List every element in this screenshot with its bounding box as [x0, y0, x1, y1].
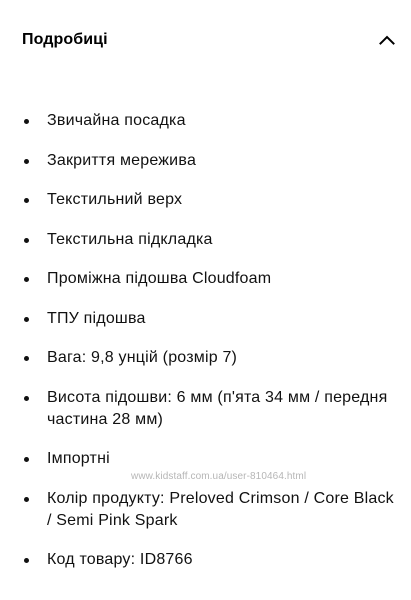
list-item-text: Проміжна підошва Cloudfoam	[47, 270, 272, 287]
list-item	[0, 387, 411, 431]
list-item	[0, 189, 411, 211]
list-item	[0, 448, 411, 470]
bullet-icon	[24, 558, 29, 563]
list-item-text: Текстильний верх	[47, 191, 183, 208]
list-item	[0, 150, 411, 172]
accordion-title: Подробиці	[22, 31, 108, 48]
bullet-icon	[24, 119, 29, 124]
bullet-icon	[24, 238, 29, 243]
bullet-icon	[24, 356, 29, 361]
list-item-text: Імпортні	[47, 450, 110, 467]
list-item	[0, 229, 411, 251]
bullet-icon	[24, 457, 29, 462]
list-item-text: Текстильна підкладка	[47, 230, 213, 248]
details-accordion-header[interactable]	[0, 0, 411, 80]
list-item-text: Висота підошви: 6 мм (п'ята 34 мм / передня частина 28 мм)	[47, 388, 388, 428]
bullet-icon	[24, 497, 29, 502]
list-item	[0, 110, 411, 132]
list-item	[0, 308, 411, 330]
bullet-icon	[24, 277, 29, 282]
list-item-text: Код товару: ID8766	[47, 551, 193, 568]
bullet-icon	[24, 396, 29, 401]
bullet-icon	[24, 317, 29, 322]
list-item-text: Вага: 9,8 унцій (розмір 7)	[47, 349, 238, 366]
list-item-text: Закриття мереживa	[47, 151, 197, 169]
list-item	[0, 549, 411, 571]
list-item	[0, 268, 411, 290]
details-list	[0, 110, 411, 589]
list-item	[0, 488, 411, 532]
list-item-text: ТПУ підошва	[47, 309, 146, 327]
bullet-icon	[24, 159, 29, 164]
list-item	[0, 347, 411, 369]
bullet-icon	[24, 198, 29, 203]
list-item-text: Колір продукту: Preloved Crimson / Core Black / Semi Pink Spark	[47, 489, 394, 529]
watermark-text: www.kidstaff.com.ua/user-810464.html	[131, 471, 307, 482]
chevron-up-icon[interactable]	[377, 30, 397, 50]
list-item-text: Звичайна посадка	[47, 112, 186, 129]
